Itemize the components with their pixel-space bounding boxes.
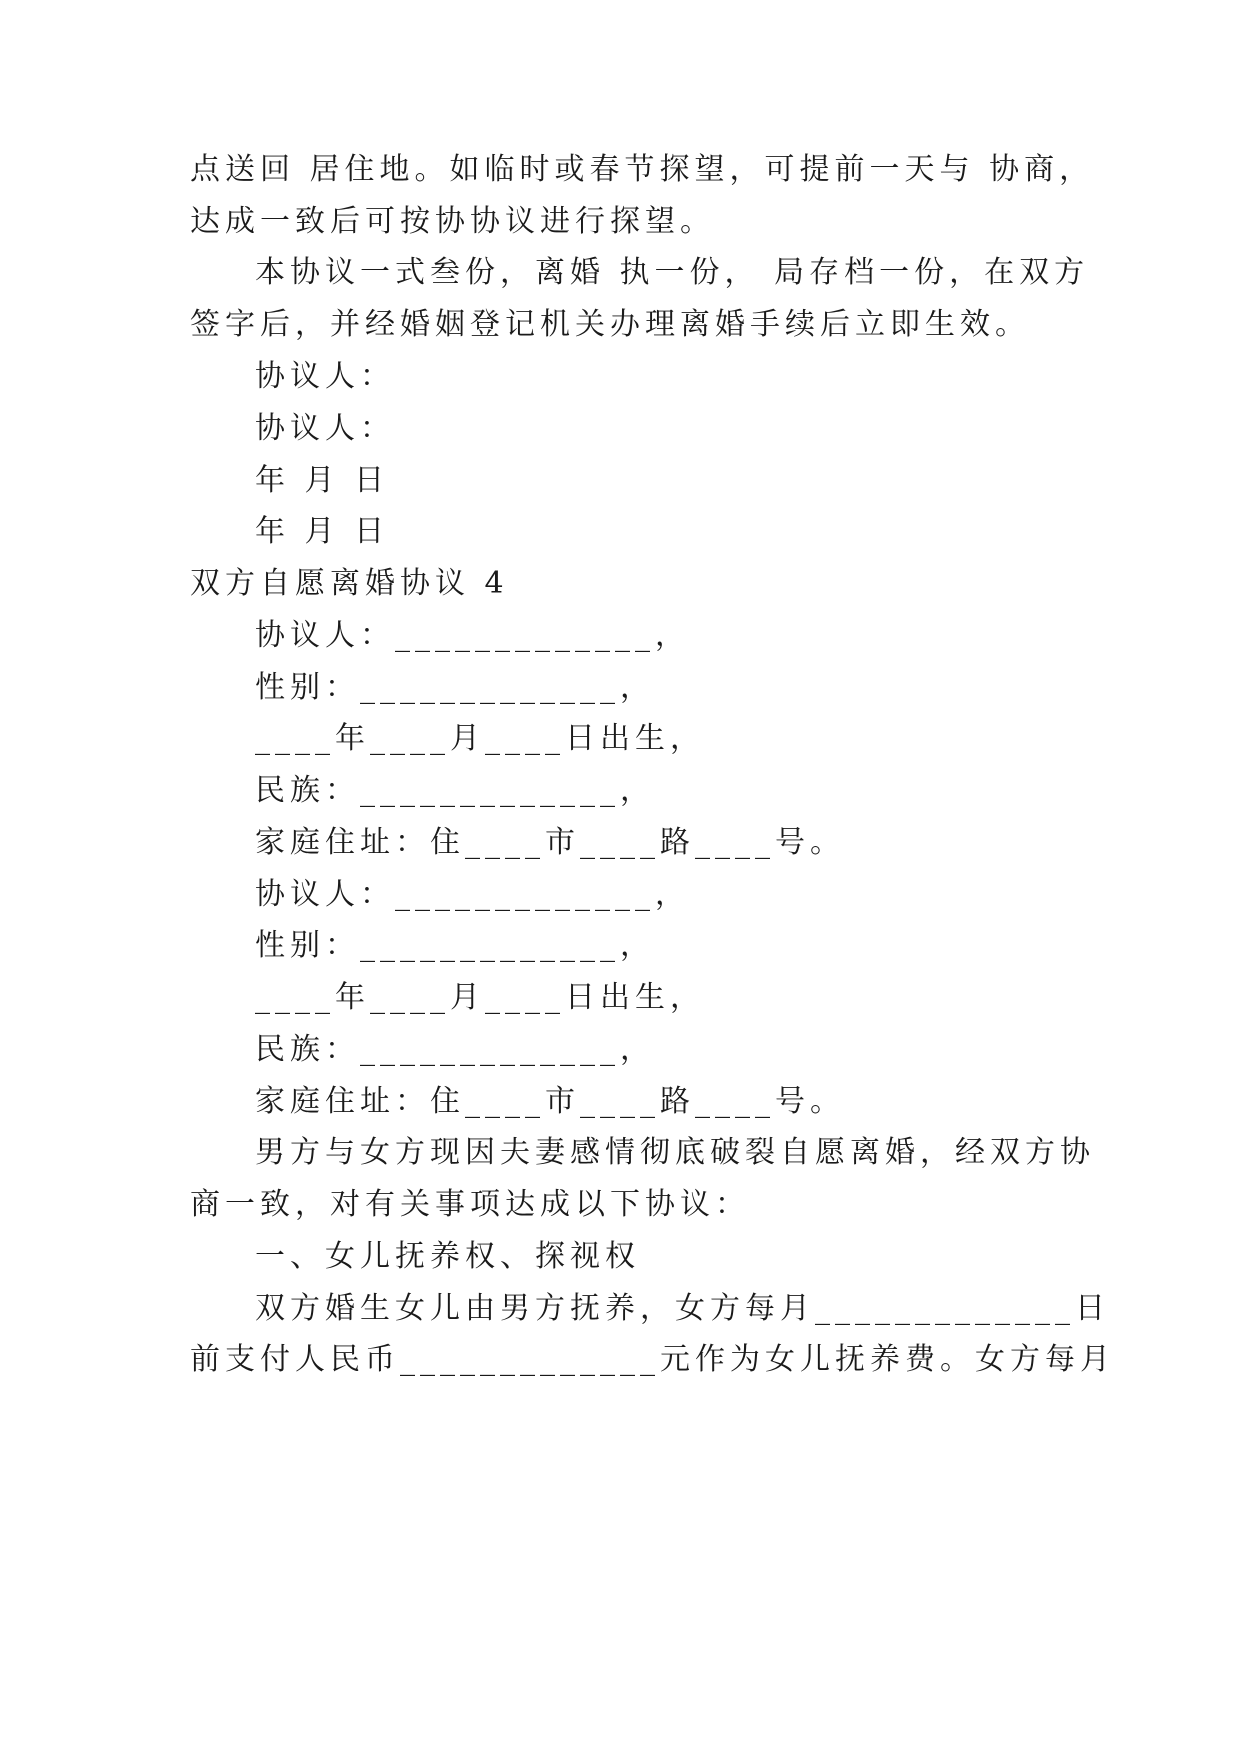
form-field-ethnicity: 民族：_____________， (255, 773, 655, 808)
paragraph-text-line: 男方与女方现因夫妻感情彻底破裂自愿离婚，经双方协 (255, 1135, 1095, 1170)
body-text-line: 签字后，并经婚姻登记机关办理离婚手续后立即生效。 (190, 307, 1030, 342)
form-field-address: 家庭住址：住____市____路____号。 (255, 825, 845, 860)
body-text-line: 点送回 居住地。如临时或春节探望，可提前一天与 协商， (190, 152, 1095, 187)
form-field-ethnicity: 民族：_____________， (255, 1032, 655, 1067)
form-field-birthdate: ____年____月____日出生， (255, 721, 705, 756)
clause-heading: 一、女儿抚养权、探视权 (255, 1239, 640, 1274)
section-title: 双方自愿离婚协议 4 (190, 566, 509, 601)
paragraph-text-line: 双方婚生女儿由男方抚养，女方每月_____________日 (255, 1291, 1110, 1326)
signatory-label: 协议人： (255, 359, 395, 394)
paragraph-text-line: 本协议一式叁份，离婚 执一份， 局存档一份，在双方 (255, 255, 1090, 290)
body-text-line: 前支付人民币_____________元作为女儿抚养费。女方每月 (190, 1342, 1115, 1377)
form-field-party: 协议人：_____________， (255, 618, 690, 653)
form-field-birthdate: ____年____月____日出生， (255, 980, 705, 1015)
signatory-label: 协议人： (255, 411, 395, 446)
body-text-line: 达成一致后可按协协议进行探望。 (190, 204, 715, 239)
form-field-address: 家庭住址：住____市____路____号。 (255, 1084, 845, 1119)
date-line: 年 月 日 (255, 463, 390, 498)
form-field-gender: 性别：_____________， (255, 670, 655, 705)
form-field-party: 协议人：_____________， (255, 877, 690, 912)
date-line: 年 月 日 (255, 514, 390, 549)
form-field-gender: 性别：_____________， (255, 928, 655, 963)
body-text-line: 商一致，对有关事项达成以下协议： (190, 1187, 750, 1222)
